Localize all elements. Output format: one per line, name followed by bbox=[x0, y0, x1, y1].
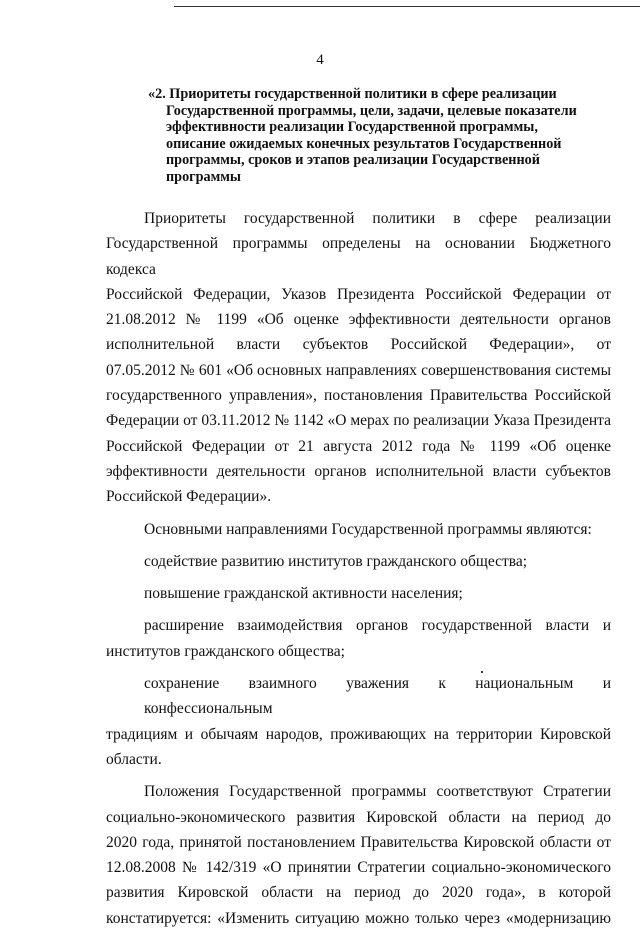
heading-line: «2. Приоритеты государственной политики в сфере реализации bbox=[148, 86, 557, 102]
paragraph-direction-2 bbox=[106, 581, 611, 606]
text-line: Российской Федерации от 21 августа 2012 года № 1199 «Об оценке bbox=[106, 437, 611, 455]
text-line: содействие развитию институтов гражданского общества; bbox=[144, 552, 528, 570]
paragraph-direction-1 bbox=[106, 549, 611, 574]
heading-line: программы bbox=[166, 168, 241, 185]
text-line: Основными направлениями Государственной программы являются: bbox=[144, 520, 592, 538]
text-line: сохранение взаимного уважения к национальным и конфессиональным bbox=[144, 675, 611, 718]
text-line: Положения Государственной программы соответствуют Стратегии bbox=[144, 783, 611, 801]
scan-speck bbox=[481, 671, 483, 673]
page-number: 4 bbox=[316, 52, 324, 68]
text-line: области. bbox=[106, 750, 162, 768]
top-rule bbox=[174, 6, 640, 7]
text-line: государственного управления», постановления Правительства Российской bbox=[106, 387, 611, 405]
text-line: институтов гражданского общества; bbox=[106, 642, 345, 660]
text-line: 21.08.2012 № 1199 «Об оценке эффективности деятельности органов bbox=[106, 311, 611, 329]
text-line: констатируется: «Изменить ситуацию можно только через «модернизацию bbox=[106, 909, 611, 927]
text-line: Приоритеты государственной политики в сфере реализации bbox=[144, 210, 611, 227]
body-text bbox=[106, 206, 611, 931]
paragraph-direction-3 bbox=[106, 613, 611, 664]
heading-line: программы, сроков и этапов реализации Государственной bbox=[166, 152, 540, 169]
text-line: Российской Федерации». bbox=[106, 488, 272, 506]
text-line: исполнительной власти субъектов Российской Федерации», от bbox=[106, 336, 611, 354]
paragraph-strategy bbox=[106, 779, 611, 931]
text-line: повышение гражданской активности населения; bbox=[144, 585, 463, 603]
text-line: 2020 года, принятой постановлением Правительства Кировской области от bbox=[106, 833, 611, 851]
heading-line: Государственной программы, цели, задачи, целевые показатели bbox=[166, 102, 577, 119]
paragraph-priorities bbox=[106, 206, 611, 510]
text-line: Федерации от 03.11.2012 № 1142 «О мерах по реализации Указа Президента bbox=[106, 412, 611, 430]
paragraph-direction-4 bbox=[106, 671, 611, 772]
heading-line: эффективности реализации Государственной программы, bbox=[166, 119, 538, 136]
section-heading bbox=[148, 86, 608, 186]
text-line: эффективности деятельности органов исполнительной власти субъектов bbox=[106, 462, 611, 480]
text-line: Государственной программы определены на основании Бюджетного кодекса bbox=[106, 235, 611, 278]
text-line: 12.08.2008 № 142/319 «О принятии Стратегии социально-экономического bbox=[106, 859, 611, 877]
paragraph-directions-intro bbox=[106, 517, 611, 542]
text-line: 07.05.2012 № 601 «Об основных направлениях совершенствования системы bbox=[106, 361, 611, 379]
text-line: традициям и обычаям народов, проживающих на территории Кировской bbox=[106, 725, 611, 743]
heading-line: описание ожидаемых конечных результатов Государственной bbox=[166, 135, 562, 152]
text-line: расширение взаимодействия органов государственной власти и bbox=[144, 617, 611, 635]
text-line: Российской Федерации, Указов Президента Российской Федерации от bbox=[106, 285, 611, 303]
text-line: социально-экономического развития Кировской области на период до bbox=[106, 808, 611, 826]
text-line: развития Кировской области на период до 2020 года», в которой bbox=[106, 884, 611, 902]
